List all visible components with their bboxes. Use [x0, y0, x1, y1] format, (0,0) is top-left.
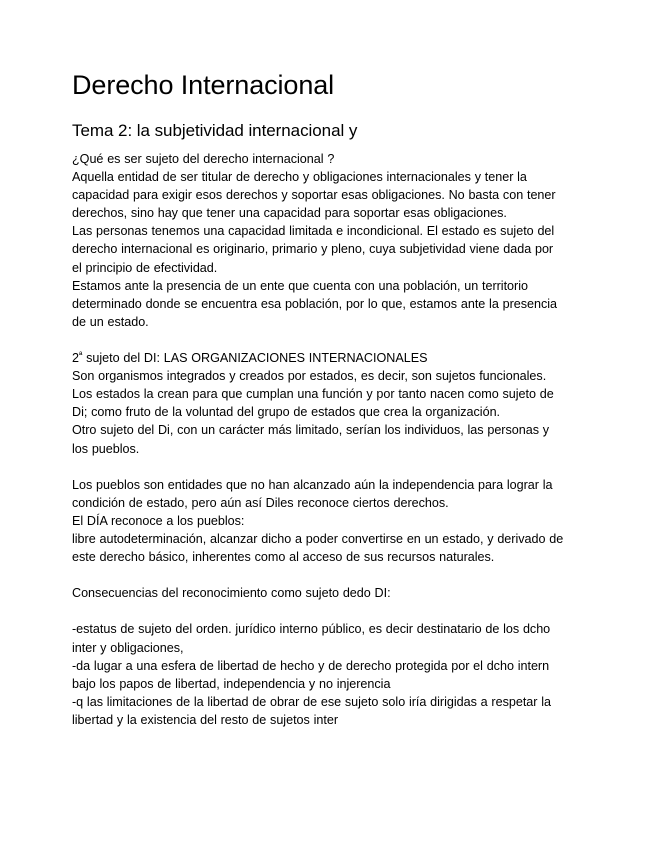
text-line: bajo los papos de libertad, independencia y no injerencia — [72, 676, 391, 691]
ordinal-superscript: ª — [78, 349, 83, 360]
text-line: -da lugar a una esfera de libertad de hecho y de derecho protegida por el dcho intern — [72, 658, 550, 673]
document-content — [72, 68, 580, 729]
paragraph-block — [72, 620, 580, 729]
text-line: El DÍA reconoce a los pueblos: — [72, 513, 245, 528]
text-line: capacidad para exigir esos derechos y soportar esas obligaciones. No basta con tener — [72, 188, 556, 203]
text-line: libertad y la existencia del resto de sujetos inter — [72, 712, 338, 727]
text-line: Di; como fruto de la voluntad del grupo de estados que crea la organización. — [72, 405, 501, 420]
text-line: -q las limitaciones de la libertad de obrar de ese sujeto solo iría dirigidas a respetar la — [72, 694, 551, 709]
text-line: el principio de efectividad. — [72, 260, 218, 275]
text-line: -estatus de sujeto del orden. jurídico interno público, es decir destinatario de los dcho — [72, 622, 551, 637]
text-line: Las personas tenemos una capacidad limitada e incondicional. El estado es sujeto del — [72, 224, 555, 239]
text-line: inter y obligaciones, — [72, 640, 184, 655]
text-line: ¿Qué es ser sujeto del derecho internacional ? — [72, 152, 335, 166]
paragraph-block — [72, 476, 580, 566]
text-line: libre autodeterminación, alcanzar dicho a poder convertirse en un estado, y derivado de — [72, 531, 564, 546]
document-body — [72, 150, 580, 729]
text-line: derecho internacional es originario, primario y pleno, cuya subjetividad viene dada por — [72, 242, 554, 257]
text-line: Estamos ante la presencia de un ente que cuenta con una población, un territorio — [72, 278, 528, 293]
text-line: este derecho básico, inherentes como al acceso de sus recursos naturales. — [72, 550, 495, 565]
text-line: $2^ª$ sujeto del DI: LAS ORGANIZACIONES INTERNACIONALES — [72, 349, 428, 366]
text-line: determinado donde se encuentra esa población, por lo que, estamos ante la presencia — [72, 296, 558, 311]
page-title: Derecho Internacional — [72, 70, 335, 100]
text-line: condición de estado, pero aún así Diles reconoce ciertos derechos. — [72, 495, 449, 510]
text-line: Los pueblos son entidades que no han alcanzado aún la independencia para lograr la — [72, 477, 553, 492]
text-line: Son organismos integrados y creados por estados, es decir, son sujetos funcionales. — [72, 369, 547, 384]
section-heading: Tema 2: la subjetividad internacional y — [72, 121, 358, 140]
paragraph-block — [72, 150, 580, 331]
paragraph-block — [72, 349, 580, 458]
text-line: de un estado. — [72, 314, 149, 329]
text-line: Otro sujeto del Di, con un carácter más limitado, serían los individuos, las personas y — [72, 423, 550, 438]
text-line: Consecuencias del reconocimiento como sujeto dedo DI: — [72, 586, 391, 601]
text-line: los pueblos. — [72, 441, 140, 456]
text-line: Los estados la crean para que cumplan una función y por tanto nacen como sujeto de — [72, 387, 554, 402]
text-line: derechos, sino hay que tener una capacidad para soportar esas obligaciones. — [72, 206, 507, 221]
text-line: Aquella entidad de ser titular de derecho y obligaciones internacionales y tener la — [72, 170, 527, 185]
paragraph-block — [72, 584, 580, 602]
